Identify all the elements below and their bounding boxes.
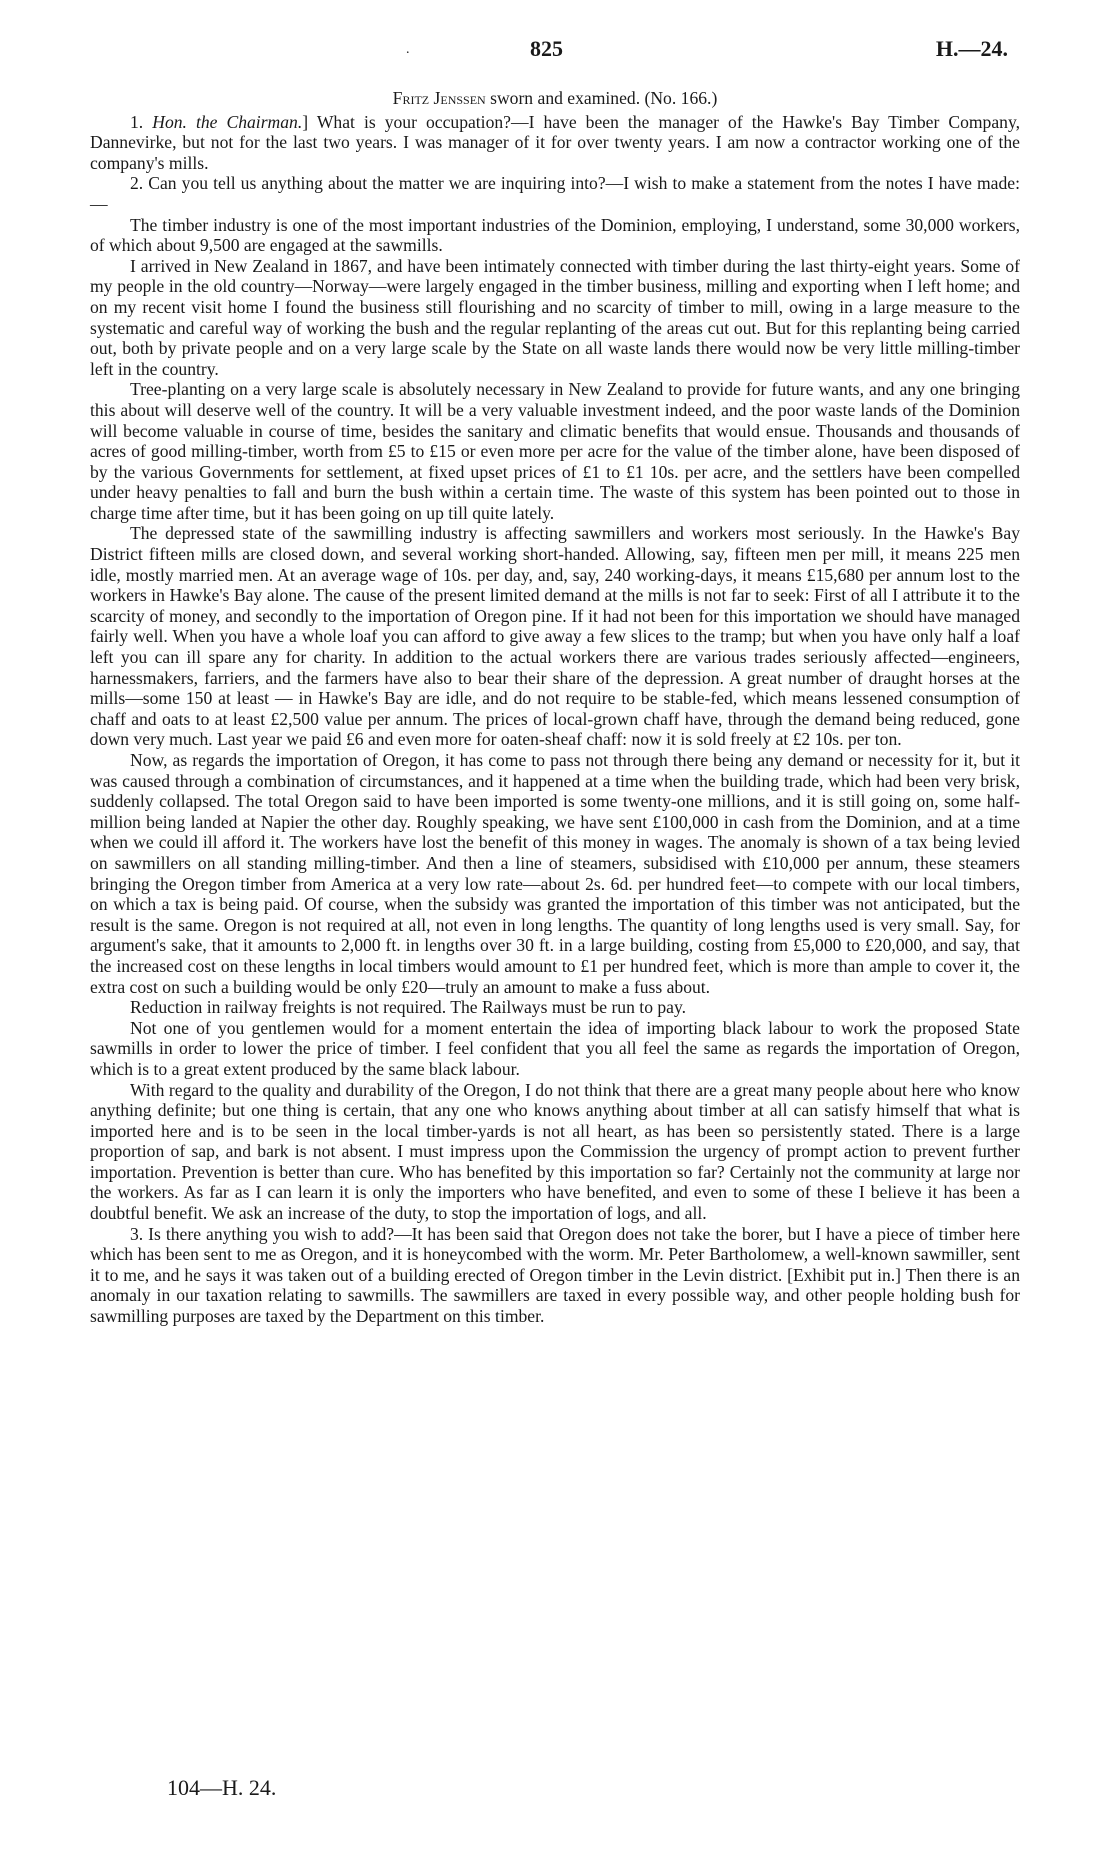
paragraph: Now, as regards the importation of Oregon, it has come to pass not through there being any demand or necessity for it, but it was caused through a combination of circumstances, and it happened at a time when the building trade, which had been very brisk, suddenly collapsed. The total Oregon said to have been imported is some twenty-one millions, and it is still going on, some half-million being landed at Napier the other day. Roughly speaking, we have sent £100,000 in cash from the Dominion, and at a time when we could ill afford it. The workers have lost the benefit of this money in wages. The anomaly is shown of a tax being levied on sawmillers on all standing milling-timber. And then a line of steamers, subsidised with £10,000 per annum, these steamers bringing the Oregon timber from America at a very low rate—about 2s. 6d. per hundred feet—to compete with our local timbers, on which a tax is being paid. Of course, when the subsidy was granted the importation of this timber was not anticipated, but the result is the same. Oregon is not required at all, not even in long lengths. The quantity of long lengths used is very small. Say, for argument's sake, that it amounts to 2,000 ft. in lengths over 30 ft. in a large building, costing from £5,000 to £20,000, and say, that the increased cost on these lengths in local timbers would amount to £1 per hundred feet, which is more than ample to cover it, the extra cost on such a building would be only £20—truly an amount to make a fuss about. — [90, 750, 1020, 997]
paragraph: Not one of you gentlemen would for a moment entertain the idea of importing black labour to work the proposed State sawmills in order to lower the price of timber. I feel confident that you all feel the same as regards the importation of Oregon, which is to a great extent produced by the same black labour. — [90, 1017, 1020, 1079]
signature-mark: 104—H. 24. — [167, 1775, 277, 1800]
paragraph: 2. Can you tell us anything about the matter we are inquiring into?—I wish to make a statement from the notes I have made:— — [90, 173, 1020, 214]
document-body — [90, 88, 1020, 1327]
paragraph: With regard to the quality and durability of the Oregon, I do not think that there are a great many people about here who know anything definite; but one thing is certain, that any one who knows anything about timber at all can satisfy himself that what is imported here and is to be seen in the local timber-yards is not all heart, as has been so persistently stated. There is a large proportion of sap, and bark is not absent. I must impress upon the Commission the urgency of prompt action to prevent further importation. Prevention is better than cure. Who has benefited by this importation so far? Certainly not the community at large nor the workers. As far as I can learn it is only the importers who have benefited, and even to some of these I believe it has been a doubtful benefit. We ask an increase of the duty, to stop the importation of logs, and all. — [90, 1079, 1020, 1224]
paragraph: The depressed state of the sawmilling industry is affecting sawmillers and workers most seriously. In the Hawke's Bay District fifteen mills are closed down, and several working short-handed. Allowing, say, fifteen men per mill, it means 225 men idle, mostly married men. At an average wage of 10s. per day, and, say, 240 working-days, it means £15,680 per annum lost to the workers in Hawke's Bay alone. The cause of the present limited demand at the mills is not far to seek: First of all I attribute it to the scarcity of money, and secondly to the importation of Oregon pine. If it had not been for this importation we should have managed fairly well. When you have a whole loaf you can afford to give away a few slices to the tramp; but when you have only half a loaf left you can ill spare any for charity. In addition to the actual workers there are various trades seriously affected—engineers, harnessmakers, farriers, and the farmers have also to bear their share of the depression. A great number of draught horses at the mills—some 150 at least — in Hawke's Bay are idle, and do not require to be stable-fed, which means lessened consumption of chaff and oats to at least £2,500 value per annum. The prices of local-grown chaff have, through the demand being reduced, gone down very much. Last year we paid £6 and even more for oaten-sheaf chaff: now it is sold freely at £2 10s. per ton. — [90, 523, 1020, 750]
paragraph: 3. Is there anything you wish to add?—It has been said that Oregon does not take the borer, but I have a piece of timber here which has been sent to me as Oregon, and it is honeycombed with the worm. Mr. Peter Bartholomew, a well-known sawmiller, sent it to me, and he says it was taken out of a building erected of Oregon timber in the Levin district. [Exhibit put in.] Then there is an anomaly in our taxation relating to sawmills. The sawmillers are taxed in every possible way, and other people holding bush for sawmilling purposes are taxed by the Department on this timber. — [90, 1223, 1020, 1327]
page-number: 825 — [530, 36, 563, 61]
witness-name: Fritz Jenssen — [392, 88, 486, 108]
paragraph: The timber industry is one of the most important industries of the Dominion, employing, I understand, some 30,000 workers, of which about 9,500 are engaged at the sawmills. — [90, 214, 1020, 256]
title-rest: sworn and examined. (No. 166.) — [485, 88, 718, 108]
paragraph: I arrived in New Zealand in 1867, and have been intimately connected with timber during the last thirty-eight years. Some of my people in the old country—Norway—were largely engaged in the timber business, milling and exporting when I left home; and on my recent visit home I found the business still flourishing and no scarcity of timber to mill, owing in a large measure to the systematic and careful way of working the bush and the regular replanting of the areas cut out. But for this replanting being carried out, both by private people and on a very large scale by the State on all waste lands there would now be very little milling-timber left in the country. — [90, 255, 1020, 379]
speaker-name: Hon. the Chairman. — [152, 111, 303, 132]
paragraph-q1 — [90, 112, 1020, 174]
paragraph-text: ] What is your occupation?—I have been the manager of the Hawke's Bay Timber Company, Dannevirke, but not for the last two years. I was manager of it for over twenty years. I am now a contractor working one of the company's mills. — [90, 111, 1021, 173]
paragraph: Tree-planting on a very large scale is absolutely necessary in New Zealand to provide for future wants, and any one bringing this about will deserve well of the country. It will be a very valuable investment indeed, and the poor waste lands of the Dominion will become valuable in course of time, besides the sanitary and climatic benefits that would ensue. Thousands and thousands of acres of good milling-timber, worth from £5 to £15 or even more per acre for the value of the timber alone, have been disposed of by the various Governments for settlement, at fixed upset prices of £1 to £1 10s. per acre, and the settlers have been compelled under heavy penalties to fall and burn the bush within a certain time. The waste of this system has been pointed out to those in charge time after time, but it has been going on up till quite lately. — [90, 379, 1020, 523]
document-reference: H.—24. — [935, 36, 1008, 61]
header-mark: . — [406, 42, 410, 57]
question-number: 1. — [130, 111, 153, 132]
section-title — [90, 88, 1020, 109]
paragraph: Reduction in railway freights is not required. The Railways must be run to pay. — [130, 997, 687, 1018]
